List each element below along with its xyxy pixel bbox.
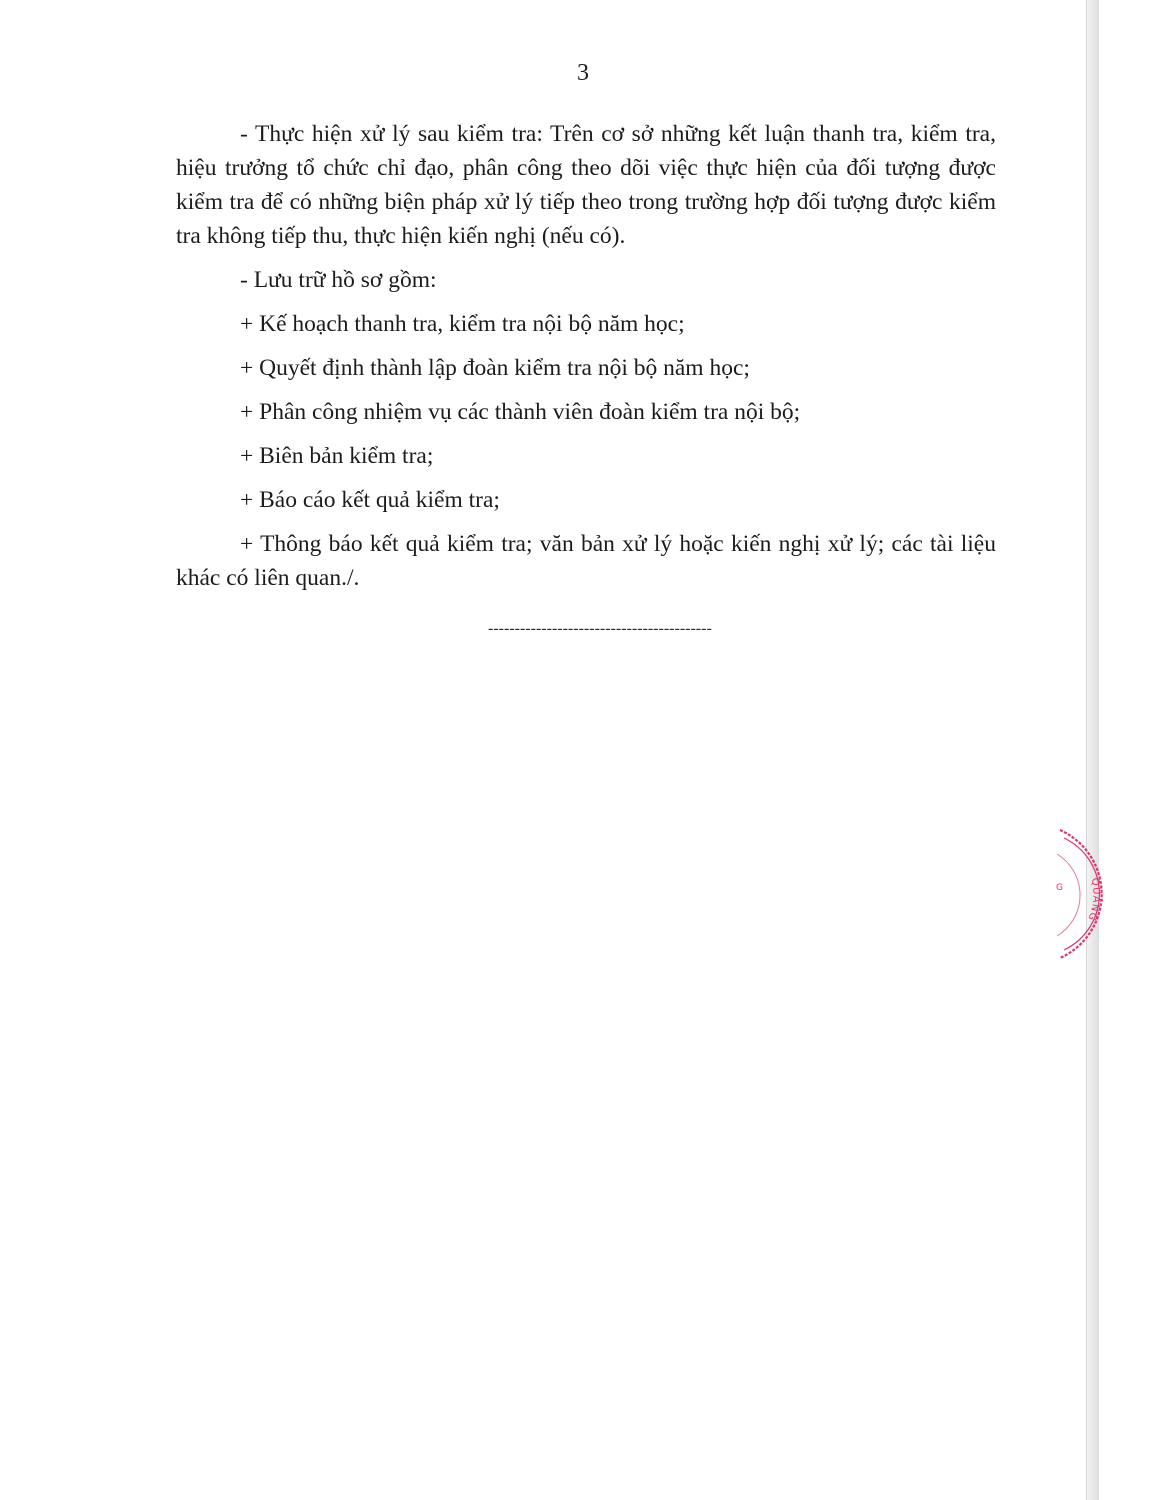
archive-item: + Phân công nhiệm vụ các thành viên đoàn kiểm tra nội bộ; [240,399,801,425]
page-number: 3 [577,60,589,86]
archive-item: + Kế hoạch thanh tra, kiểm tra nội bộ năm học; [240,311,685,337]
archive-item: + Báo cáo kết quả kiểm tra; [240,487,500,513]
document-body [176,117,996,595]
archive-item: + Quyết định thành lập đoàn kiểm tra nội bộ năm học; [240,355,750,381]
archive-heading: - Lưu trữ hồ sơ gồm: [240,267,437,293]
seal-text: QUẢNG [1085,877,1102,923]
end-divider: ------------------------------------------ [488,620,712,637]
page-edge [1086,0,1099,1500]
svg-text:G: G [1056,883,1063,893]
archive-item-last: + Thông báo kết quả kiểm tra; văn bản xử lý hoặc kiến nghị xử lý; các tài liệu khác có liên quan./. [176,531,996,591]
seal-stamp [1040,818,1110,968]
archive-item: + Biên bản kiểm tra; [240,443,434,469]
paragraph-processing: - Thực hiện xử lý sau kiểm tra: Trên cơ sở những kết luận thanh tra, kiểm tra, hiệu trưởng tổ chức chỉ đạo, phân công theo dõi việc thực hiện của đối tượng được kiểm tra để có những biện pháp xử lý tiếp theo trong trường hợp đối tượng được kiểm tra không tiếp thu, thực hiện kiến nghị (nếu có). [176,121,996,249]
